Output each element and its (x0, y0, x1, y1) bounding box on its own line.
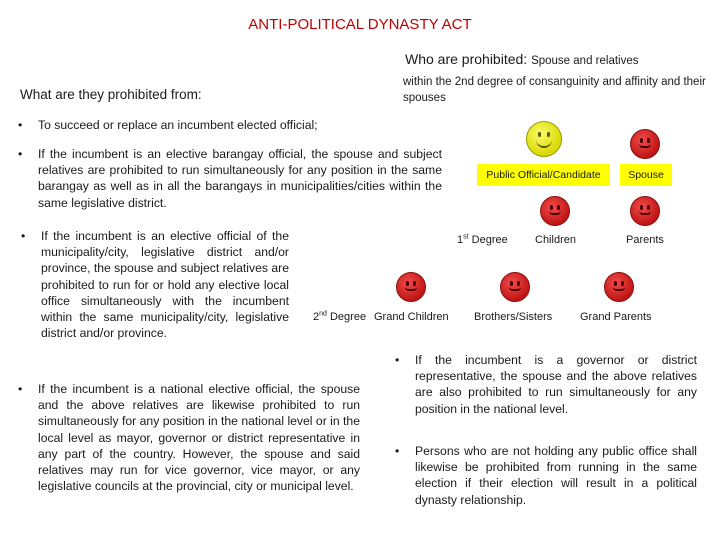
children-label: Children (535, 234, 576, 246)
bullet-dot: • (18, 147, 23, 161)
bullet-dot: • (21, 229, 26, 243)
page-title: ANTI-POLITICAL DYNASTY ACT (248, 16, 472, 33)
second-degree-label: 2nd Degree (313, 310, 367, 323)
bullet-item (21, 228, 289, 341)
who-description: within the 2nd degree of consanguinity and affinity and their spouses (403, 76, 706, 104)
what-heading: What are they prohibited from: (20, 87, 202, 102)
grandchildren-face-icon (396, 272, 426, 302)
bullet-dot: • (18, 118, 23, 132)
grandparents-face-icon (604, 272, 634, 302)
children-face-icon (540, 196, 570, 226)
bullet-item (18, 146, 442, 211)
bullet-text: If the incumbent is a governor or district representative, the spouse and the above relatives are also prohibited to run simultaneously for any position in the national level. (415, 353, 697, 416)
bullet-dot: • (395, 444, 400, 458)
spouse-box: Spouse (620, 164, 672, 186)
parents-label: Parents (626, 234, 664, 246)
first-degree-label: 1st Degree (457, 233, 508, 246)
bullet-text: Persons who are not holding any public office shall likewise be prohibited from running in the same election if their election will result in a political dynasty relationship. (415, 444, 697, 507)
bullet-text: If the incumbent is an elective official of the municipality/city, legislative district and/or province, the spouse and subject relatives are prohibited to run for or hold any elective local office simultaneously with the incumbent within the same municipality/city, legislative district and/or province. (41, 229, 289, 341)
bullet-text: If the incumbent is a national elective official, the spouse and the above relatives are likewise prohibited to run simultaneously for any position in the national level or in the local level as mayor, governor or district representative in any part of the country. However, the spouse and said relatives may run for vice governor, vice mayor, or any legislative councils at the provincial, city or municipal level. (38, 382, 360, 494)
bullet-text: If the incumbent is an elective barangay official, the spouse and subject relatives are prohibited to run simultaneously for any position in the same barangay as well as in all the barangays in municipalities/cities within the same legislative district. (38, 147, 442, 210)
bullet-dot: • (395, 353, 400, 367)
bullet-item (395, 443, 697, 508)
official-box: Public Official/Candidate (477, 164, 610, 186)
bullet-item (395, 352, 697, 417)
grand-children-label: Grand Children (374, 311, 449, 323)
bullet-dot: • (18, 382, 23, 396)
who-heading (405, 51, 638, 67)
grand-parents-label: Grand Parents (580, 311, 652, 323)
siblings-face-icon (500, 272, 530, 302)
bullet-item (18, 381, 360, 494)
bullet-text: To succeed or replace an incumbent elected official; (38, 118, 318, 132)
spouse-face-icon (630, 129, 660, 159)
parents-face-icon (630, 196, 660, 226)
siblings-label: Brothers/Sisters (474, 311, 553, 323)
bullet-item (18, 117, 458, 133)
who-heading-main: Who are prohibited: (405, 51, 528, 67)
who-heading-tail: Spouse and relatives (531, 55, 639, 67)
official-smiley-icon (526, 121, 562, 157)
